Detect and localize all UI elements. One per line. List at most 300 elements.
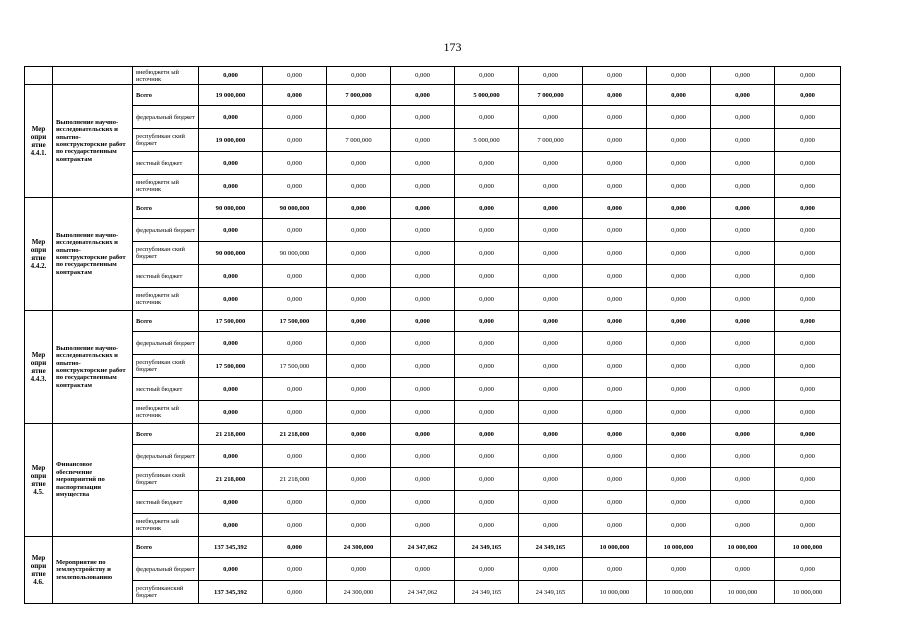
table-row <box>25 378 841 401</box>
value-cell: 0,000 <box>583 311 647 332</box>
value-cell: 0,000 <box>391 332 455 355</box>
value-cell: 17 500,000 <box>263 355 327 378</box>
value-cell: 0,000 <box>519 106 583 129</box>
value-cell: 21 218,000 <box>263 468 327 491</box>
value-cell: 0,000 <box>583 129 647 152</box>
value-cell: 0,000 <box>583 106 647 129</box>
value-cell: 0,000 <box>711 67 775 85</box>
value-cell: 0,000 <box>391 468 455 491</box>
value-cell: 0,000 <box>455 242 519 265</box>
value-cell: 0,000 <box>455 67 519 85</box>
value-cell: 0,000 <box>455 491 519 514</box>
value-cell: 0,000 <box>775 85 841 106</box>
value-cell: 0,000 <box>199 106 263 129</box>
value-cell: 0,000 <box>519 468 583 491</box>
value-cell: 137 345,392 <box>199 581 263 604</box>
value-cell: 0,000 <box>583 424 647 445</box>
source-cell: республикан ский бюджет <box>133 355 199 378</box>
value-cell: 0,000 <box>775 378 841 401</box>
value-cell: 0,000 <box>263 332 327 355</box>
source-cell: Всего <box>133 85 199 106</box>
value-cell: 0,000 <box>711 355 775 378</box>
value-cell: 0,000 <box>711 106 775 129</box>
table-row <box>25 401 841 424</box>
value-cell: 0,000 <box>583 378 647 401</box>
value-cell: 0,000 <box>775 311 841 332</box>
value-cell: 137 345,392 <box>199 537 263 558</box>
source-cell: федеральный бюджет <box>133 219 199 242</box>
source-cell: местный бюджет <box>133 378 199 401</box>
value-cell: 0,000 <box>327 219 391 242</box>
value-cell: 0,000 <box>263 106 327 129</box>
table-row <box>25 491 841 514</box>
value-cell: 90 000,000 <box>199 242 263 265</box>
value-cell: 0,000 <box>199 401 263 424</box>
value-cell: 0,000 <box>647 332 711 355</box>
value-cell: 0,000 <box>199 558 263 581</box>
value-cell: 0,000 <box>519 265 583 288</box>
value-cell: 0,000 <box>391 152 455 175</box>
value-cell: 0,000 <box>327 265 391 288</box>
value-cell: 0,000 <box>583 198 647 219</box>
value-cell: 0,000 <box>775 265 841 288</box>
value-cell: 0,000 <box>391 401 455 424</box>
table-row <box>25 558 841 581</box>
value-cell: 0,000 <box>391 311 455 332</box>
value-cell: 0,000 <box>391 129 455 152</box>
value-cell: 0,000 <box>711 558 775 581</box>
value-cell: 0,000 <box>455 401 519 424</box>
measure-code-cell: Мер опри ятие 4.4.1. <box>25 85 53 198</box>
value-cell: 0,000 <box>519 311 583 332</box>
value-cell: 19 000,000 <box>199 129 263 152</box>
value-cell: 0,000 <box>455 514 519 537</box>
value-cell: 0,000 <box>711 198 775 219</box>
value-cell: 90 000,000 <box>263 198 327 219</box>
value-cell: 19 000,000 <box>199 85 263 106</box>
value-cell: 0,000 <box>711 332 775 355</box>
value-cell: 0,000 <box>391 106 455 129</box>
table-row <box>25 242 841 265</box>
value-cell: 0,000 <box>391 265 455 288</box>
value-cell: 0,000 <box>647 175 711 198</box>
value-cell: 0,000 <box>199 378 263 401</box>
value-cell: 0,000 <box>199 67 263 85</box>
table-row <box>25 175 841 198</box>
value-cell: 0,000 <box>327 198 391 219</box>
table-row <box>25 311 841 332</box>
value-cell: 0,000 <box>647 288 711 311</box>
value-cell: 0,000 <box>519 558 583 581</box>
value-cell: 10 000,000 <box>711 581 775 604</box>
value-cell: 0,000 <box>263 378 327 401</box>
value-cell: 0,000 <box>327 311 391 332</box>
value-cell: 7 000,000 <box>327 129 391 152</box>
value-cell: 0,000 <box>647 265 711 288</box>
table-row <box>25 514 841 537</box>
table-row <box>25 129 841 152</box>
value-cell: 0,000 <box>263 445 327 468</box>
value-cell: 0,000 <box>263 129 327 152</box>
value-cell: 0,000 <box>647 67 711 85</box>
value-cell: 0,000 <box>711 514 775 537</box>
value-cell: 0,000 <box>327 106 391 129</box>
value-cell: 0,000 <box>647 152 711 175</box>
value-cell: 0,000 <box>391 175 455 198</box>
value-cell: 0,000 <box>455 175 519 198</box>
value-cell: 0,000 <box>263 558 327 581</box>
name-cell <box>53 67 133 85</box>
value-cell: 10 000,000 <box>775 581 841 604</box>
source-cell: Всего <box>133 311 199 332</box>
value-cell: 0,000 <box>647 468 711 491</box>
value-cell: 24 347,062 <box>391 537 455 558</box>
value-cell: 0,000 <box>199 332 263 355</box>
value-cell: 0,000 <box>583 152 647 175</box>
value-cell: 0,000 <box>263 152 327 175</box>
value-cell: 0,000 <box>647 85 711 106</box>
value-cell: 17 500,000 <box>199 311 263 332</box>
value-cell: 0,000 <box>455 152 519 175</box>
value-cell: 24 349,165 <box>519 581 583 604</box>
value-cell: 0,000 <box>263 85 327 106</box>
value-cell: 0,000 <box>199 491 263 514</box>
value-cell: 0,000 <box>711 445 775 468</box>
source-cell: местный бюджет <box>133 265 199 288</box>
value-cell: 0,000 <box>519 378 583 401</box>
value-cell: 0,000 <box>775 175 841 198</box>
value-cell: 0,000 <box>647 219 711 242</box>
source-cell: внебюджетн ый источник <box>133 401 199 424</box>
value-cell: 0,000 <box>455 288 519 311</box>
value-cell: 0,000 <box>199 175 263 198</box>
source-cell: федеральный бюджет <box>133 445 199 468</box>
value-cell: 0,000 <box>647 558 711 581</box>
value-cell: 0,000 <box>711 129 775 152</box>
value-cell: 0,000 <box>647 445 711 468</box>
value-cell: 0,000 <box>583 491 647 514</box>
value-cell: 0,000 <box>647 129 711 152</box>
value-cell: 0,000 <box>455 219 519 242</box>
value-cell: 0,000 <box>455 332 519 355</box>
value-cell: 0,000 <box>647 311 711 332</box>
value-cell: 0,000 <box>391 242 455 265</box>
table-row <box>25 581 841 604</box>
value-cell: 0,000 <box>775 491 841 514</box>
measure-code-cell: Мер опри ятие 4.4.2. <box>25 198 53 311</box>
value-cell: 0,000 <box>455 265 519 288</box>
value-cell: 0,000 <box>391 85 455 106</box>
value-cell: 0,000 <box>391 198 455 219</box>
value-cell: 0,000 <box>647 491 711 514</box>
value-cell: 0,000 <box>519 288 583 311</box>
value-cell: 0,000 <box>519 198 583 219</box>
value-cell: 0,000 <box>327 288 391 311</box>
value-cell: 0,000 <box>199 288 263 311</box>
value-cell: 0,000 <box>391 491 455 514</box>
table-row <box>25 219 841 242</box>
value-cell: 0,000 <box>327 491 391 514</box>
value-cell: 0,000 <box>583 242 647 265</box>
value-cell: 0,000 <box>263 288 327 311</box>
value-cell: 0,000 <box>519 355 583 378</box>
value-cell: 0,000 <box>711 491 775 514</box>
value-cell: 0,000 <box>199 445 263 468</box>
value-cell: 0,000 <box>583 558 647 581</box>
source-cell: внебюджетн ый источник <box>133 175 199 198</box>
value-cell: 0,000 <box>455 445 519 468</box>
value-cell: 0,000 <box>263 219 327 242</box>
table-row-top <box>25 67 841 85</box>
value-cell: 0,000 <box>519 242 583 265</box>
value-cell: 24 349,165 <box>519 537 583 558</box>
value-cell: 0,000 <box>775 129 841 152</box>
table-row <box>25 85 841 106</box>
value-cell: 0,000 <box>775 67 841 85</box>
value-cell: 0,000 <box>391 219 455 242</box>
value-cell: 10 000,000 <box>583 581 647 604</box>
table-row <box>25 198 841 219</box>
value-cell: 0,000 <box>327 332 391 355</box>
source-cell: местный бюджет <box>133 491 199 514</box>
value-cell: 0,000 <box>647 401 711 424</box>
value-cell: 0,000 <box>391 445 455 468</box>
value-cell: 0,000 <box>775 558 841 581</box>
value-cell: 0,000 <box>263 265 327 288</box>
value-cell: 0,000 <box>455 106 519 129</box>
measure-code-cell: Мер опри ятие 4.6. <box>25 537 53 604</box>
source-cell: внебюджетн ый источник <box>133 288 199 311</box>
value-cell: 0,000 <box>711 85 775 106</box>
value-cell: 0,000 <box>263 491 327 514</box>
source-cell: Всего <box>133 424 199 445</box>
value-cell: 0,000 <box>647 424 711 445</box>
value-cell: 0,000 <box>199 265 263 288</box>
measure-code-cell: Мер опри ятие 4.4.3. <box>25 311 53 424</box>
value-cell: 24 349,165 <box>455 537 519 558</box>
measure-name-cell: Выполнение научно-исследовательских и опытно-конструкторские работ по государственным контрактам <box>53 311 133 424</box>
value-cell: 0,000 <box>327 558 391 581</box>
value-cell: 0,000 <box>711 265 775 288</box>
value-cell: 0,000 <box>391 67 455 85</box>
value-cell: 0,000 <box>711 175 775 198</box>
value-cell: 0,000 <box>455 468 519 491</box>
value-cell: 0,000 <box>391 378 455 401</box>
table-row <box>25 332 841 355</box>
table-row <box>25 424 841 445</box>
value-cell: 0,000 <box>263 514 327 537</box>
value-cell: 0,000 <box>647 355 711 378</box>
value-cell: 7 000,000 <box>519 129 583 152</box>
value-cell: 0,000 <box>263 67 327 85</box>
value-cell: 0,000 <box>647 378 711 401</box>
value-cell: 0,000 <box>455 378 519 401</box>
value-cell: 0,000 <box>199 219 263 242</box>
value-cell: 0,000 <box>775 288 841 311</box>
value-cell: 21 218,000 <box>263 424 327 445</box>
source-cell: федеральный бюджет <box>133 558 199 581</box>
value-cell: 5 000,000 <box>455 85 519 106</box>
value-cell: 24 300,000 <box>327 537 391 558</box>
value-cell: 0,000 <box>583 219 647 242</box>
value-cell: 0,000 <box>391 288 455 311</box>
source-cell: внебюджетн ый источник <box>133 514 199 537</box>
value-cell: 0,000 <box>519 514 583 537</box>
value-cell: 0,000 <box>647 106 711 129</box>
value-cell: 0,000 <box>583 468 647 491</box>
value-cell: 0,000 <box>519 67 583 85</box>
value-cell: 0,000 <box>263 581 327 604</box>
value-cell: 0,000 <box>519 152 583 175</box>
value-cell: 0,000 <box>647 242 711 265</box>
value-cell: 0,000 <box>327 67 391 85</box>
value-cell: 0,000 <box>647 514 711 537</box>
value-cell: 0,000 <box>583 514 647 537</box>
value-cell: 0,000 <box>455 311 519 332</box>
value-cell: 0,000 <box>519 332 583 355</box>
value-cell: 0,000 <box>711 401 775 424</box>
value-cell: 7 000,000 <box>327 85 391 106</box>
value-cell: 0,000 <box>711 152 775 175</box>
value-cell: 0,000 <box>711 242 775 265</box>
value-cell: 0,000 <box>775 468 841 491</box>
value-cell: 10 000,000 <box>711 537 775 558</box>
value-cell: 17 500,000 <box>263 311 327 332</box>
value-cell: 0,000 <box>775 445 841 468</box>
value-cell: 90 000,000 <box>199 198 263 219</box>
value-cell: 0,000 <box>775 424 841 445</box>
value-cell: 0,000 <box>327 378 391 401</box>
value-cell: 0,000 <box>519 424 583 445</box>
value-cell: 0,000 <box>583 85 647 106</box>
value-cell: 24 300,000 <box>327 581 391 604</box>
value-cell: 0,000 <box>263 175 327 198</box>
source-cell: федеральный бюджет <box>133 106 199 129</box>
measure-code-cell: Мер опри ятие 4.5. <box>25 424 53 537</box>
budget-table <box>24 66 841 604</box>
value-cell: 0,000 <box>327 445 391 468</box>
source-cell: республикан ский бюджет <box>133 242 199 265</box>
value-cell: 0,000 <box>775 152 841 175</box>
value-cell: 0,000 <box>327 401 391 424</box>
value-cell: 10 000,000 <box>647 581 711 604</box>
value-cell: 0,000 <box>327 424 391 445</box>
value-cell: 0,000 <box>711 219 775 242</box>
value-cell: 0,000 <box>199 514 263 537</box>
table-row <box>25 265 841 288</box>
value-cell: 0,000 <box>775 106 841 129</box>
value-cell: 0,000 <box>263 401 327 424</box>
value-cell: 10 000,000 <box>647 537 711 558</box>
value-cell: 5 000,000 <box>455 129 519 152</box>
value-cell: 17 500,000 <box>199 355 263 378</box>
table-row <box>25 288 841 311</box>
measure-name-cell: Выполнение научно-исследовательских и опытно-конструкторские работ по государственным контрактам <box>53 85 133 198</box>
value-cell: 0,000 <box>775 514 841 537</box>
value-cell: 24 349,165 <box>455 581 519 604</box>
value-cell: 7 000,000 <box>519 85 583 106</box>
source-cell: внебюджетн ый источник <box>133 67 199 85</box>
value-cell: 0,000 <box>519 445 583 468</box>
value-cell: 0,000 <box>583 355 647 378</box>
value-cell: 0,000 <box>519 219 583 242</box>
measure-name-cell: Выполнение научно-исследовательских и опытно-конструкторские работ по государственным контрактам <box>53 198 133 311</box>
value-cell: 0,000 <box>711 378 775 401</box>
table-row <box>25 537 841 558</box>
source-cell: Всего <box>133 198 199 219</box>
value-cell: 24 347,062 <box>391 581 455 604</box>
table-row <box>25 355 841 378</box>
code-cell <box>25 67 53 85</box>
value-cell: 0,000 <box>711 311 775 332</box>
value-cell: 0,000 <box>263 537 327 558</box>
value-cell: 0,000 <box>455 424 519 445</box>
measure-name-cell: Финансовое обеспечение мероприятий по паспортизации имущества <box>53 424 133 537</box>
value-cell: 0,000 <box>775 198 841 219</box>
source-cell: федеральный бюджет <box>133 332 199 355</box>
source-cell: республикан ский бюджет <box>133 129 199 152</box>
table-row <box>25 468 841 491</box>
source-cell: Всего <box>133 537 199 558</box>
value-cell: 0,000 <box>199 152 263 175</box>
value-cell: 0,000 <box>583 175 647 198</box>
value-cell: 0,000 <box>775 242 841 265</box>
value-cell: 0,000 <box>583 401 647 424</box>
value-cell: 0,000 <box>519 491 583 514</box>
source-cell: местный бюджет <box>133 152 199 175</box>
value-cell: 0,000 <box>455 558 519 581</box>
value-cell: 0,000 <box>455 198 519 219</box>
table-row <box>25 106 841 129</box>
page-number: 173 <box>443 40 462 54</box>
measure-name-cell: Мероприятие по землеустройству и землепользованию <box>53 537 133 604</box>
value-cell: 0,000 <box>327 514 391 537</box>
source-cell: республикан ский бюджет <box>133 468 199 491</box>
value-cell: 0,000 <box>647 198 711 219</box>
source-cell: республиканский бюджет <box>133 581 199 604</box>
value-cell: 0,000 <box>327 175 391 198</box>
value-cell: 0,000 <box>583 332 647 355</box>
value-cell: 0,000 <box>327 242 391 265</box>
table-row <box>25 152 841 175</box>
value-cell: 0,000 <box>775 332 841 355</box>
table-body <box>25 67 841 604</box>
value-cell: 21 218,000 <box>199 424 263 445</box>
value-cell: 0,000 <box>327 152 391 175</box>
value-cell: 0,000 <box>519 175 583 198</box>
value-cell: 0,000 <box>775 219 841 242</box>
value-cell: 0,000 <box>391 424 455 445</box>
value-cell: 0,000 <box>711 468 775 491</box>
value-cell: 10 000,000 <box>583 537 647 558</box>
value-cell: 0,000 <box>391 558 455 581</box>
value-cell: 10 000,000 <box>775 537 841 558</box>
value-cell: 0,000 <box>583 265 647 288</box>
value-cell: 0,000 <box>391 514 455 537</box>
value-cell: 0,000 <box>711 424 775 445</box>
value-cell: 90 000,000 <box>263 242 327 265</box>
value-cell: 0,000 <box>775 355 841 378</box>
value-cell: 0,000 <box>327 468 391 491</box>
value-cell: 21 218,000 <box>199 468 263 491</box>
value-cell: 0,000 <box>775 401 841 424</box>
table-row <box>25 445 841 468</box>
value-cell: 0,000 <box>519 401 583 424</box>
value-cell: 0,000 <box>583 445 647 468</box>
value-cell: 0,000 <box>327 355 391 378</box>
value-cell: 0,000 <box>583 67 647 85</box>
value-cell: 0,000 <box>711 288 775 311</box>
